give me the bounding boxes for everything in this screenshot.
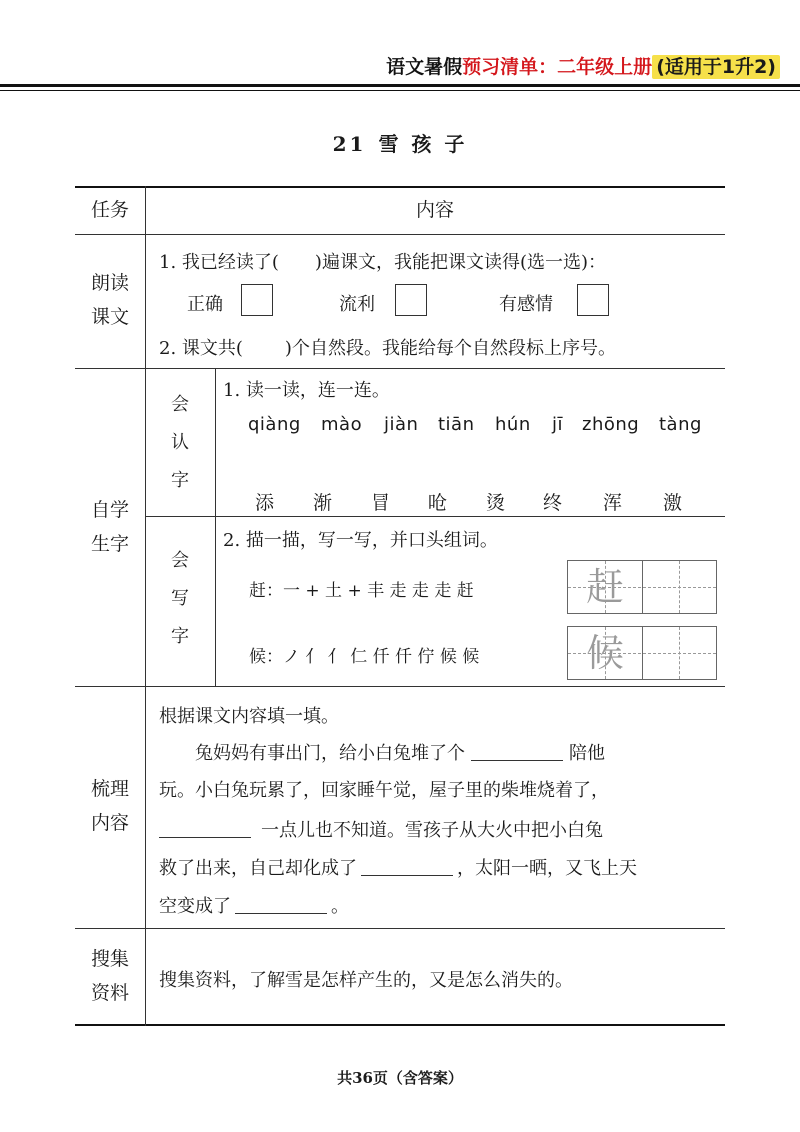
char2-strokes: ノ 亻 亻 仁 仟 仟 佇 候 候 (283, 647, 480, 667)
header-subject: 语文暑假 (386, 56, 463, 78)
write-chars-label (150, 542, 210, 656)
header-grade-badge: (适用于1升2) (652, 55, 780, 79)
task-label-reading (75, 266, 145, 334)
label-line: 课文 (90, 306, 129, 328)
hanzi-item[interactable]: 终 (543, 492, 563, 514)
collect-text: 搜集资料，了解雪是怎样产生的，又是怎么消失的。 (159, 970, 573, 991)
summary-line-5 (159, 892, 349, 918)
label-line: 朗读 (90, 272, 129, 294)
vertical-char: 会 (171, 550, 189, 571)
table-column-divider (145, 186, 146, 1026)
write-instruction: 2. 描一描，写一写，并口头组词。 (223, 530, 498, 551)
pinyin-item[interactable]: zhōng (582, 414, 640, 435)
table-row-divider (75, 928, 725, 929)
summary-line-2: 玩。小白兔玩累了，回家睡午觉，屋子里的柴堆烧着了， (159, 780, 609, 801)
char2-stroke-order (249, 642, 479, 667)
char1-stroke-order (249, 576, 474, 601)
reading-item-2-start: 2. 课文共( (159, 338, 243, 359)
header-rule-thick (0, 84, 800, 87)
label-line: 生字 (90, 533, 129, 555)
grid-guide (679, 561, 680, 613)
char2-writing-grid[interactable] (567, 626, 717, 680)
label-line: 资料 (90, 982, 129, 1004)
table-row-divider (75, 234, 725, 235)
summary-line-1 (195, 739, 605, 765)
hanzi-item[interactable]: 呛 (428, 492, 448, 514)
pinyin-item[interactable]: qiàng (248, 414, 301, 435)
recognize-chars-label (150, 386, 210, 500)
task-label-summary (75, 772, 145, 840)
table-bottom-rule (75, 1024, 725, 1026)
table-row-divider (75, 368, 725, 369)
hanzi-item[interactable]: 冒 (371, 492, 391, 514)
summary-text: 空变成了 (159, 896, 231, 917)
blank-subject[interactable] (159, 819, 251, 838)
reading-item-1 (159, 248, 606, 274)
pinyin-item[interactable]: jiàn (384, 414, 419, 435)
recognize-instruction: 1. 读一读，连一连。 (223, 380, 390, 401)
summary-text: 。 (331, 896, 349, 917)
summary-text: 兔妈妈有事出门，给小白兔堆了个 (195, 743, 465, 764)
vertical-char: 字 (171, 470, 189, 491)
lesson-title (0, 128, 800, 157)
char2-trace-model: 候 (585, 631, 624, 675)
lesson-name: 雪 孩 子 (378, 132, 468, 156)
task-label-collect (75, 942, 145, 1010)
reading-item-2 (159, 334, 616, 360)
blank-snowman[interactable] (471, 742, 563, 761)
column-header-task: 任务 (90, 199, 129, 221)
table-row-divider (75, 686, 725, 687)
pinyin-item[interactable]: hún (495, 414, 531, 435)
header-rule-thin (0, 90, 800, 91)
task-table (75, 186, 725, 1026)
summary-instruction: 根据课文内容填一填。 (159, 706, 339, 727)
char1-writing-grid[interactable] (567, 560, 717, 614)
pinyin-item[interactable]: jī (552, 414, 564, 435)
blank-became[interactable] (235, 895, 327, 914)
label-line: 搜集 (90, 948, 129, 970)
hanzi-item[interactable]: 烫 (486, 492, 506, 514)
header-banner (386, 52, 780, 79)
summary-text: 陪他 (569, 743, 605, 764)
option-correct-label: 正确 (187, 294, 223, 315)
grid-guide (679, 627, 680, 679)
task-label-selfstudy (75, 493, 145, 561)
char1-prefix: 赶： (249, 581, 283, 601)
hanzi-item[interactable]: 添 (255, 492, 275, 514)
reading-item-2-end: )个自然段。我能给每个自然段标上序号。 (284, 338, 616, 359)
hanzi-item[interactable]: 浑 (603, 492, 623, 514)
summary-line-3 (159, 816, 603, 842)
vertical-char: 认 (171, 432, 189, 453)
reading-item-1-end: )遍课文，我能把课文读得(选一选)： (314, 252, 606, 273)
summary-text: ，太阳一晒，又飞上天 (457, 858, 637, 879)
table-top-rule (75, 186, 725, 188)
column-header-content: 内容 (415, 199, 454, 221)
hanzi-item[interactable]: 激 (663, 492, 683, 514)
option-fluent-checkbox[interactable] (395, 284, 427, 316)
char1-strokes: 一 + 土 + 丰 走 走 走 赶 (283, 581, 474, 601)
vertical-char: 字 (171, 626, 189, 647)
table-subrow-divider (145, 516, 725, 517)
pinyin-item[interactable]: tiān (438, 414, 475, 435)
hanzi-item[interactable]: 渐 (313, 492, 333, 514)
option-expressive-checkbox[interactable] (577, 284, 609, 316)
grid-guide (568, 653, 716, 654)
page-footer: 共36页（含答案） (337, 1069, 463, 1087)
blank-turned-into[interactable] (361, 857, 453, 876)
option-correct-checkbox[interactable] (241, 284, 273, 316)
vertical-char: 写 (171, 588, 189, 609)
summary-line-4 (159, 854, 637, 880)
grid-guide (605, 627, 606, 679)
grid-guide (568, 587, 716, 588)
option-fluent-label: 流利 (339, 294, 375, 315)
char1-trace-model: 赶 (585, 565, 624, 609)
label-line: 梳理 (90, 778, 129, 800)
pinyin-item[interactable]: tàng (659, 414, 702, 435)
vertical-char: 会 (171, 394, 189, 415)
label-line: 内容 (90, 812, 129, 834)
pinyin-item[interactable]: mào (321, 414, 363, 435)
table-subcolumn-divider (215, 368, 216, 686)
header-checklist-title: 预习清单：二年级上册 (462, 56, 653, 78)
lesson-number: 21 (332, 132, 367, 156)
char2-prefix: 候： (249, 647, 283, 667)
grid-guide (605, 561, 606, 613)
summary-text: 救了出来，自己却化成了 (159, 858, 357, 879)
label-line: 自学 (90, 499, 129, 521)
summary-text: 一点儿也不知道。雪孩子从大火中把小白兔 (261, 820, 603, 841)
option-expressive-label: 有感情 (499, 294, 553, 315)
reading-item-1-start: 1. 我已经读了( (159, 252, 279, 273)
